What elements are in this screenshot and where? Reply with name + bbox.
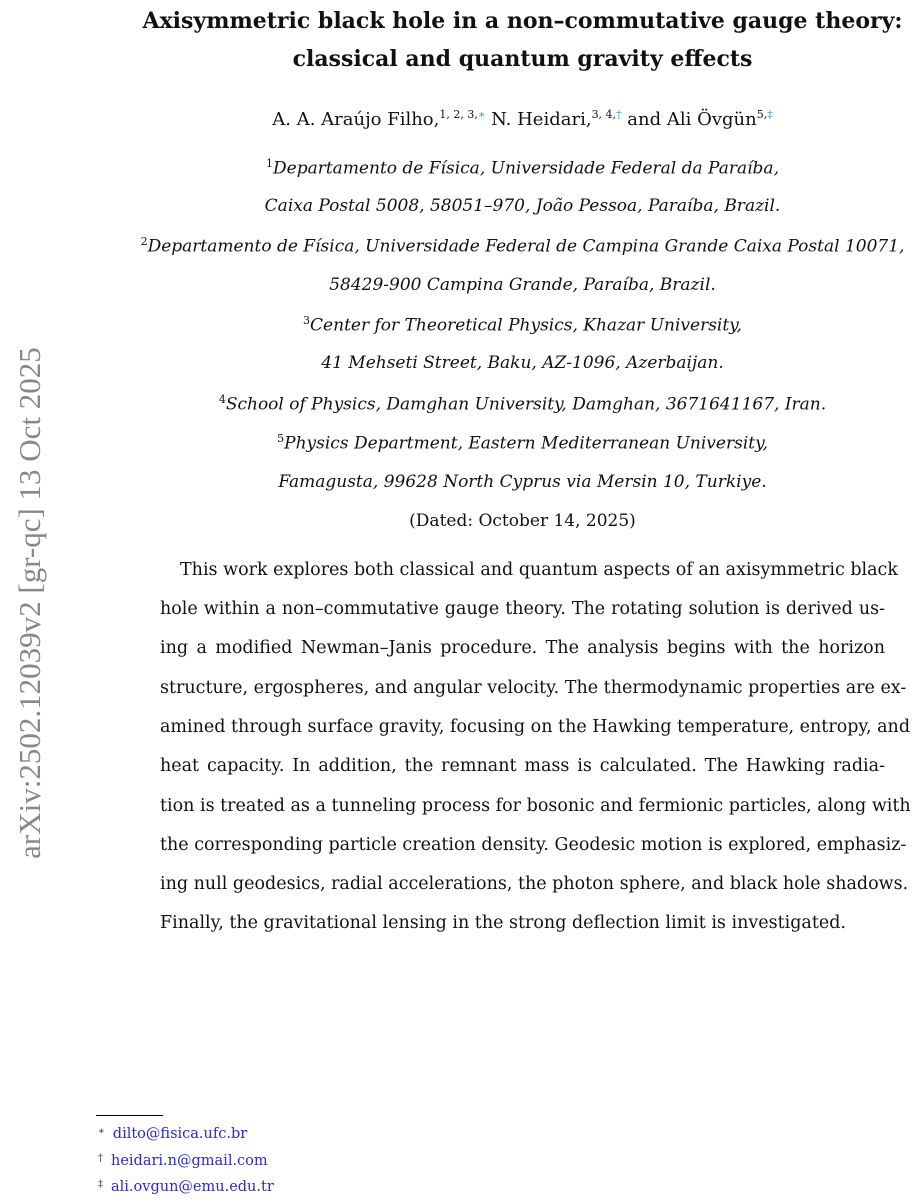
footnote xyxy=(98,1153,268,1169)
email-link[interactable]: ali.ovgun@emu.edu.tr xyxy=(111,1179,274,1195)
title-line-2: classical and quantum gravity effects xyxy=(292,46,753,72)
author-affil: 5, xyxy=(756,108,768,121)
authors xyxy=(100,108,919,130)
abstract-line: ing null geodesics, radial accelerations, the photon sphere, and black hole shadows. xyxy=(160,874,909,894)
affil-line: Departamento de Física, Universidade Federal de Campina Grande Caixa Postal 10071, xyxy=(147,236,905,257)
dated: (Dated: October 14, 2025) xyxy=(409,511,636,531)
footnote-mark: † xyxy=(98,1153,103,1164)
abstract-line: tion is treated as a tunneling process for bosonic and fermionic particles, along with xyxy=(160,796,911,816)
affil-num: 1 xyxy=(266,157,274,170)
affil-line: School of Physics, Damghan University, Damghan, 3671641167, Iran. xyxy=(225,394,827,415)
abstract-line: amined through surface gravity, focusing on the Hawking temperature, entropy, and xyxy=(160,717,911,737)
abstract-line: hole within a non–commutative gauge theory. The rotating solution is derived us- xyxy=(160,599,885,619)
footnote-rule xyxy=(96,1115,163,1116)
affiliation-3-line-2: 41 Mehseti Street, Baku, AZ-1096, Azerbaijan. xyxy=(321,353,724,373)
affil-num: 2 xyxy=(140,235,148,248)
footnote-link[interactable]: ∗ xyxy=(477,108,486,121)
abstract-line: the corresponding particle creation density. Geodesic motion is explored, emphasiz- xyxy=(160,835,907,855)
title-line-1: Axisymmetric black hole in a non–commutative gauge theory: xyxy=(142,8,903,34)
footnote-link[interactable]: ‡ xyxy=(767,108,773,121)
abstract-line: Finally, the gravitational lensing in the strong deflection limit is investigated. xyxy=(160,913,846,933)
affiliation-3 xyxy=(100,314,919,336)
author-name: A. A. Araújo Filho, xyxy=(272,109,440,130)
author-name: N. Heidari, xyxy=(491,109,592,130)
email-link[interactable]: heidari.n@gmail.com xyxy=(111,1153,268,1169)
footnote-link[interactable]: † xyxy=(616,108,622,121)
affiliation-2 xyxy=(100,235,919,257)
affiliation-1-line-2: Caixa Postal 5008, 58051–970, João Pessoa, Paraíba, Brazil. xyxy=(264,196,781,216)
affiliation-5 xyxy=(100,432,919,454)
footnote xyxy=(98,1126,247,1142)
footnote-mark: ‡ xyxy=(98,1179,103,1190)
affil-line: Center for Theoretical Physics, Khazar University, xyxy=(310,315,742,336)
arxiv-stamp: arXiv:2502.12039v2 [gr-qc] 13 Oct 2025 xyxy=(12,347,47,859)
author-affil: 1, 2, 3, xyxy=(439,108,478,121)
abstract-line: ing a modified Newman–Janis procedure. The analysis begins with the horizon xyxy=(160,638,885,658)
email-link[interactable]: dilto@fisica.ufc.br xyxy=(112,1126,248,1142)
affil-num: 3 xyxy=(303,314,311,327)
affil-line: Departamento de Física, Universidade Federal da Paraíba, xyxy=(273,158,779,179)
author-affil: 3, 4, xyxy=(591,108,617,121)
affil-num: 5 xyxy=(277,432,285,445)
footnote-mark: ∗ xyxy=(98,1126,105,1137)
affiliation-1 xyxy=(100,157,919,179)
footnote xyxy=(98,1179,274,1195)
affiliation-2-line-2: 58429-900 Campina Grande, Paraíba, Brazil. xyxy=(329,275,716,295)
author-name: and Ali Övgün xyxy=(627,109,757,130)
affil-line: Physics Department, Eastern Mediterranean University, xyxy=(284,433,768,454)
affiliation-4 xyxy=(100,393,919,415)
affiliation-5-line-2: Famagusta, 99628 North Cyprus via Mersin 10, Turkiye. xyxy=(278,472,767,492)
abstract-line: structure, ergospheres, and angular velocity. The thermodynamic properties are ex- xyxy=(160,678,907,698)
abstract-line: This work explores both classical and quantum aspects of an axisymmetric black xyxy=(180,560,898,580)
abstract-line: heat capacity. In addition, the remnant mass is calculated. The Hawking radia- xyxy=(160,756,885,776)
affil-num: 4 xyxy=(218,393,226,406)
